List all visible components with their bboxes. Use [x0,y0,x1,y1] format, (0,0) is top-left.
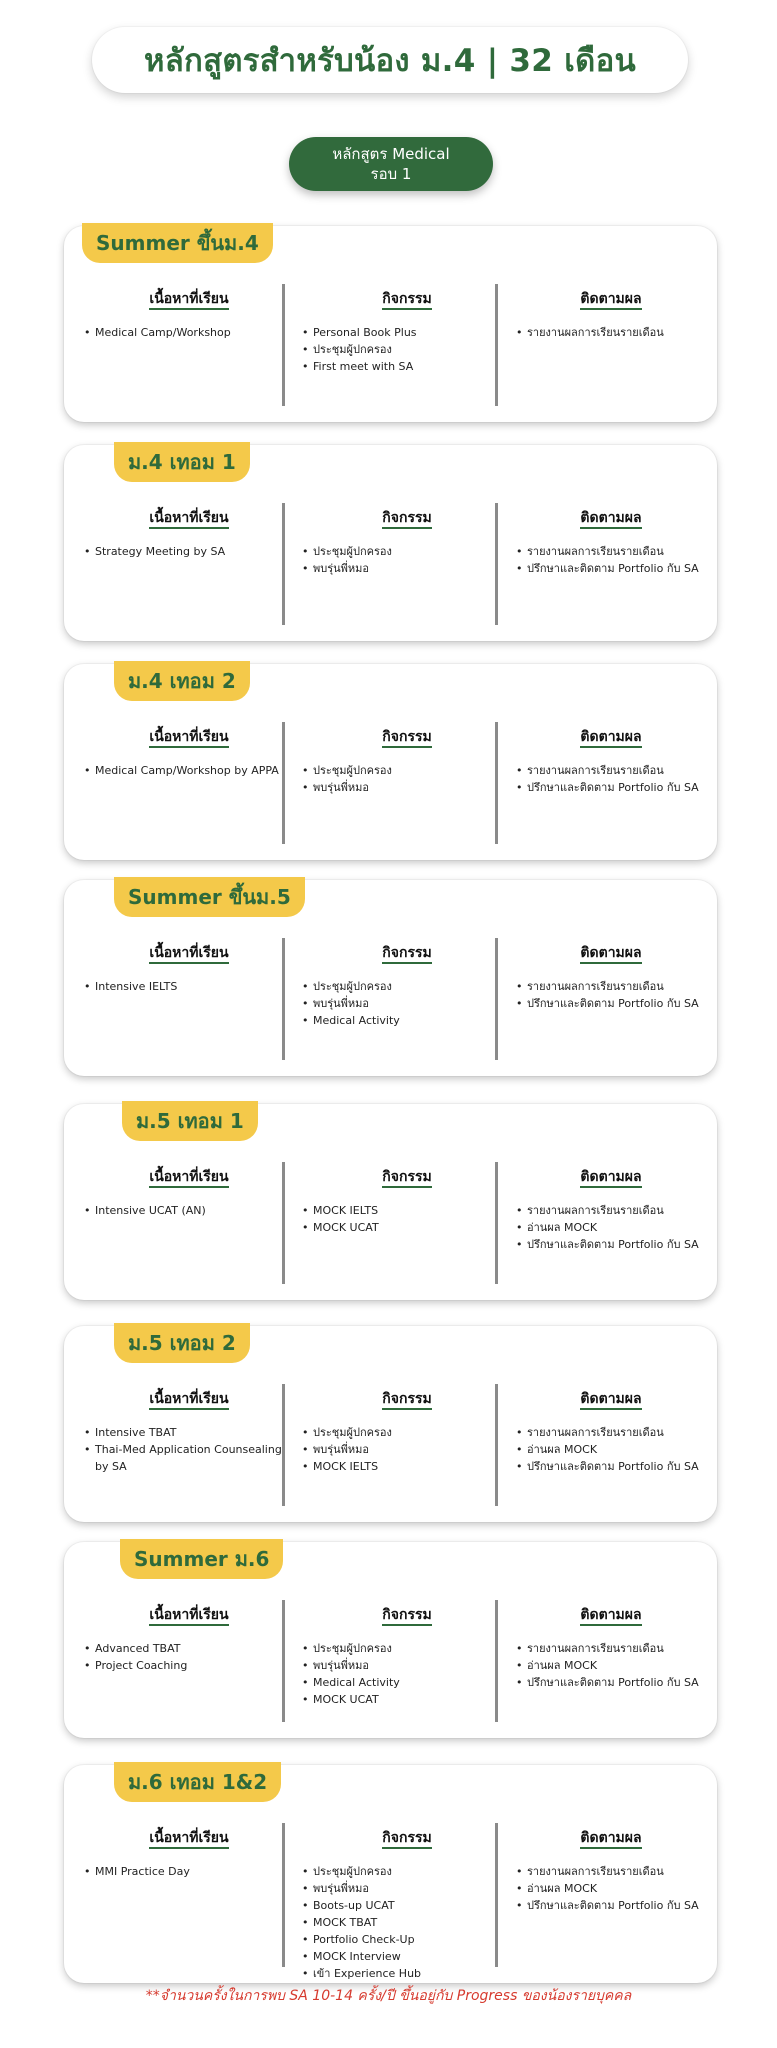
column-header [84,1166,294,1188]
bullet-list [84,324,294,341]
column-header [84,1604,294,1626]
column-header [84,1388,294,1410]
column-header-label: กิจกรรม [382,510,431,529]
column-header [84,942,294,964]
column-divider [282,938,285,1060]
activity-column [302,1827,512,1982]
term-card [64,1542,717,1738]
column-divider [495,284,498,406]
list-item: • รายงานผลการเรียนรายเดือน [516,543,706,560]
column-header-label: กิจกรรม [382,1169,431,1188]
list-item: • รายงานผลการเรียนรายเดือน [516,1640,706,1657]
activity-column [302,942,512,1029]
column-header [516,1827,706,1849]
column-header [516,1388,706,1410]
list-item: • Intensive UCAT (AN) [84,1202,294,1219]
bullet-list [302,762,512,796]
column-header-label: เนื้อหาที่เรียน [149,1830,228,1849]
column-divider [282,1823,285,1967]
list-item: • พบรุ่นพี่หมอ [302,560,512,577]
column-header [84,1827,294,1849]
column-header [516,507,706,529]
column-header-label: เนื้อหาที่เรียน [149,510,228,529]
term-card [64,226,717,422]
column-header [84,507,294,529]
term-badge: ม.5 เทอม 1 [122,1101,258,1141]
activity-column [302,288,512,375]
content-column [84,1604,294,1674]
list-item: • พบรุ่นพี่หมอ [302,1441,512,1458]
course-round: รอบ 1 [370,165,412,183]
column-header-label: กิจกรรม [382,1391,431,1410]
bullet-list [302,1424,512,1475]
column-header [516,288,706,310]
column-header [302,288,512,310]
activity-column [302,507,512,577]
term-badge: Summer ม.6 [120,1539,283,1579]
list-item: • MOCK UCAT [302,1691,512,1708]
bullet-list [302,1640,512,1708]
column-header-label: ติดตามผล [580,510,641,529]
column-header-label: กิจกรรม [382,1830,431,1849]
content-column [84,1388,294,1475]
list-item: • Medical Camp/Workshop [84,324,294,341]
term-badge: ม.4 เทอม 1 [114,442,250,482]
column-header-label: เนื้อหาที่เรียน [149,729,228,748]
column-divider [495,503,498,625]
list-item: • Advanced TBAT [84,1640,294,1657]
term-badge: ม.4 เทอม 2 [114,661,250,701]
column-header-label: กิจกรรม [382,1607,431,1626]
column-header [516,1166,706,1188]
course-name: หลักสูตร Medical [332,145,450,163]
term-badge: Summer ขึ้นม.4 [82,223,273,263]
column-header-label: เนื้อหาที่เรียน [149,291,228,310]
list-item: • ประชุมผู้ปกครอง [302,1863,512,1880]
list-item: • พบรุ่นพี่หมอ [302,995,512,1012]
column-header-label: กิจกรรม [382,945,431,964]
list-item: • อ่านผล MOCK [516,1441,706,1458]
column-header [84,288,294,310]
content-column [84,507,294,560]
bullet-list [84,543,294,560]
term-card [64,664,717,860]
list-item: • ปรึกษาและติดตาม Portfolio กับ SA [516,779,706,796]
bullet-list [84,978,294,995]
term-card [64,1326,717,1522]
content-column [84,288,294,341]
bullet-list [516,1424,706,1475]
content-column [84,726,294,779]
tracking-column [516,1827,706,1914]
list-item: • รายงานผลการเรียนรายเดือน [516,1202,706,1219]
bullet-list [84,1424,294,1475]
content-column [84,1827,294,1880]
bullet-list [84,1202,294,1219]
list-item: • อ่านผล MOCK [516,1880,706,1897]
footnote: **จำนวนครั้งในการพบ SA 10-14 ครั้ง/ปี ขึ้นอยู่กับ Progress ของน้องรายบุคคล [145,1988,632,2004]
list-item: • MOCK TBAT [302,1914,512,1931]
column-divider [282,503,285,625]
tracking-column [516,1604,706,1691]
column-header-label: เนื้อหาที่เรียน [149,1169,228,1188]
bullet-list [516,978,706,1012]
bullet-list [302,1202,512,1236]
page-title: หลักสูตรสำหรับน้อง ม.4 | 32 เดือน [92,27,688,93]
list-item: • MOCK IELTS [302,1202,512,1219]
column-divider [282,1384,285,1506]
activity-column [302,1166,512,1236]
tracking-column [516,1166,706,1253]
term-card [64,1104,717,1300]
tracking-column [516,1388,706,1475]
column-divider [495,1600,498,1722]
bullet-list [302,1863,512,1982]
list-item: • ประชุมผู้ปกครอง [302,341,512,358]
bullet-list [302,978,512,1029]
list-item: • Intensive TBAT [84,1424,294,1441]
list-item: • ปรึกษาและติดตาม Portfolio กับ SA [516,1236,706,1253]
list-item: • ปรึกษาและติดตาม Portfolio กับ SA [516,1674,706,1691]
bullet-list [302,324,512,375]
tracking-column [516,507,706,577]
bullet-list [516,1202,706,1253]
column-divider [495,1162,498,1284]
column-header-label: ติดตามผล [580,1830,641,1849]
column-header [302,1827,512,1849]
list-item: • ปรึกษาและติดตาม Portfolio กับ SA [516,995,706,1012]
column-header-label: กิจกรรม [382,729,431,748]
list-item: • MMI Practice Day [84,1863,294,1880]
column-header-label: เนื้อหาที่เรียน [149,1607,228,1626]
list-item: • First meet with SA [302,358,512,375]
list-item: • เข้า Experience Hub [302,1965,512,1982]
column-header [302,507,512,529]
content-column [84,942,294,995]
bullet-list [84,762,294,779]
column-divider [495,722,498,844]
list-item: • อ่านผล MOCK [516,1657,706,1674]
column-divider [282,1162,285,1284]
list-item: • ประชุมผู้ปกครอง [302,1424,512,1441]
column-header-label: ติดตามผล [580,291,641,310]
column-header [302,1166,512,1188]
list-item: • รายงานผลการเรียนรายเดือน [516,978,706,995]
column-header [302,726,512,748]
list-item: • MOCK Interview [302,1948,512,1965]
column-header-label: ติดตามผล [580,1607,641,1626]
column-header [302,942,512,964]
list-item: • พบรุ่นพี่หมอ [302,1880,512,1897]
term-badge: ม.6 เทอม 1&2 [114,1762,281,1802]
column-header [516,1604,706,1626]
list-item: • ประชุมผู้ปกครอง [302,543,512,560]
column-header-label: ติดตามผล [580,729,641,748]
column-divider [495,938,498,1060]
column-header [516,726,706,748]
activity-column [302,726,512,796]
term-badge: ม.5 เทอม 2 [114,1323,250,1363]
bullet-list [516,543,706,577]
list-item: • ปรึกษาและติดตาม Portfolio กับ SA [516,1897,706,1914]
term-card [64,880,717,1076]
term-card [64,1765,717,1983]
column-header-label: ติดตามผล [580,1391,641,1410]
list-item: • รายงานผลการเรียนรายเดือน [516,324,706,341]
column-header-label: เนื้อหาที่เรียน [149,1391,228,1410]
column-divider [282,1600,285,1722]
course-badge [289,137,493,191]
column-divider [495,1823,498,1967]
activity-column [302,1388,512,1475]
column-header [302,1604,512,1626]
list-item: • Medical Camp/Workshop by APPA [84,762,294,779]
list-item: • ประชุมผู้ปกครอง [302,978,512,995]
list-item: • MOCK UCAT [302,1219,512,1236]
term-card [64,445,717,641]
list-item: • Boots-up UCAT [302,1897,512,1914]
list-item: • ปรึกษาและติดตาม Portfolio กับ SA [516,560,706,577]
tracking-column [516,726,706,796]
column-header-label: ติดตามผล [580,1169,641,1188]
tracking-column [516,288,706,341]
list-item: • ประชุมผู้ปกครอง [302,762,512,779]
list-item: • Portfolio Check-Up [302,1931,512,1948]
column-header-label: กิจกรรม [382,291,431,310]
column-header [302,1388,512,1410]
list-item: • อ่านผล MOCK [516,1219,706,1236]
list-item: • พบรุ่นพี่หมอ [302,779,512,796]
list-item: • พบรุ่นพี่หมอ [302,1657,512,1674]
list-item: • Strategy Meeting by SA [84,543,294,560]
list-item: • Medical Activity [302,1674,512,1691]
bullet-list [516,762,706,796]
tracking-column [516,942,706,1012]
column-header [84,726,294,748]
column-header [516,942,706,964]
list-item: • รายงานผลการเรียนรายเดือน [516,1863,706,1880]
column-header-label: ติดตามผล [580,945,641,964]
term-badge: Summer ขึ้นม.5 [114,877,305,917]
column-header-label: เนื้อหาที่เรียน [149,945,228,964]
bullet-list [516,324,706,341]
list-item: • Personal Book Plus [302,324,512,341]
list-item: • MOCK IELTS [302,1458,512,1475]
activity-column [302,1604,512,1708]
list-item: • Thai-Med Application Counsealing by SA [84,1441,294,1475]
bullet-list [84,1640,294,1674]
bullet-list [302,543,512,577]
list-item: • Medical Activity [302,1012,512,1029]
list-item: • ประชุมผู้ปกครอง [302,1640,512,1657]
bullet-list [516,1863,706,1914]
column-divider [282,722,285,844]
column-divider [282,284,285,406]
bullet-list [516,1640,706,1691]
list-item: • ปรึกษาและติดตาม Portfolio กับ SA [516,1458,706,1475]
content-column [84,1166,294,1219]
column-divider [495,1384,498,1506]
list-item: • Intensive IELTS [84,978,294,995]
bullet-list [84,1863,294,1880]
list-item: • รายงานผลการเรียนรายเดือน [516,1424,706,1441]
list-item: • รายงานผลการเรียนรายเดือน [516,762,706,779]
list-item: • Project Coaching [84,1657,294,1674]
